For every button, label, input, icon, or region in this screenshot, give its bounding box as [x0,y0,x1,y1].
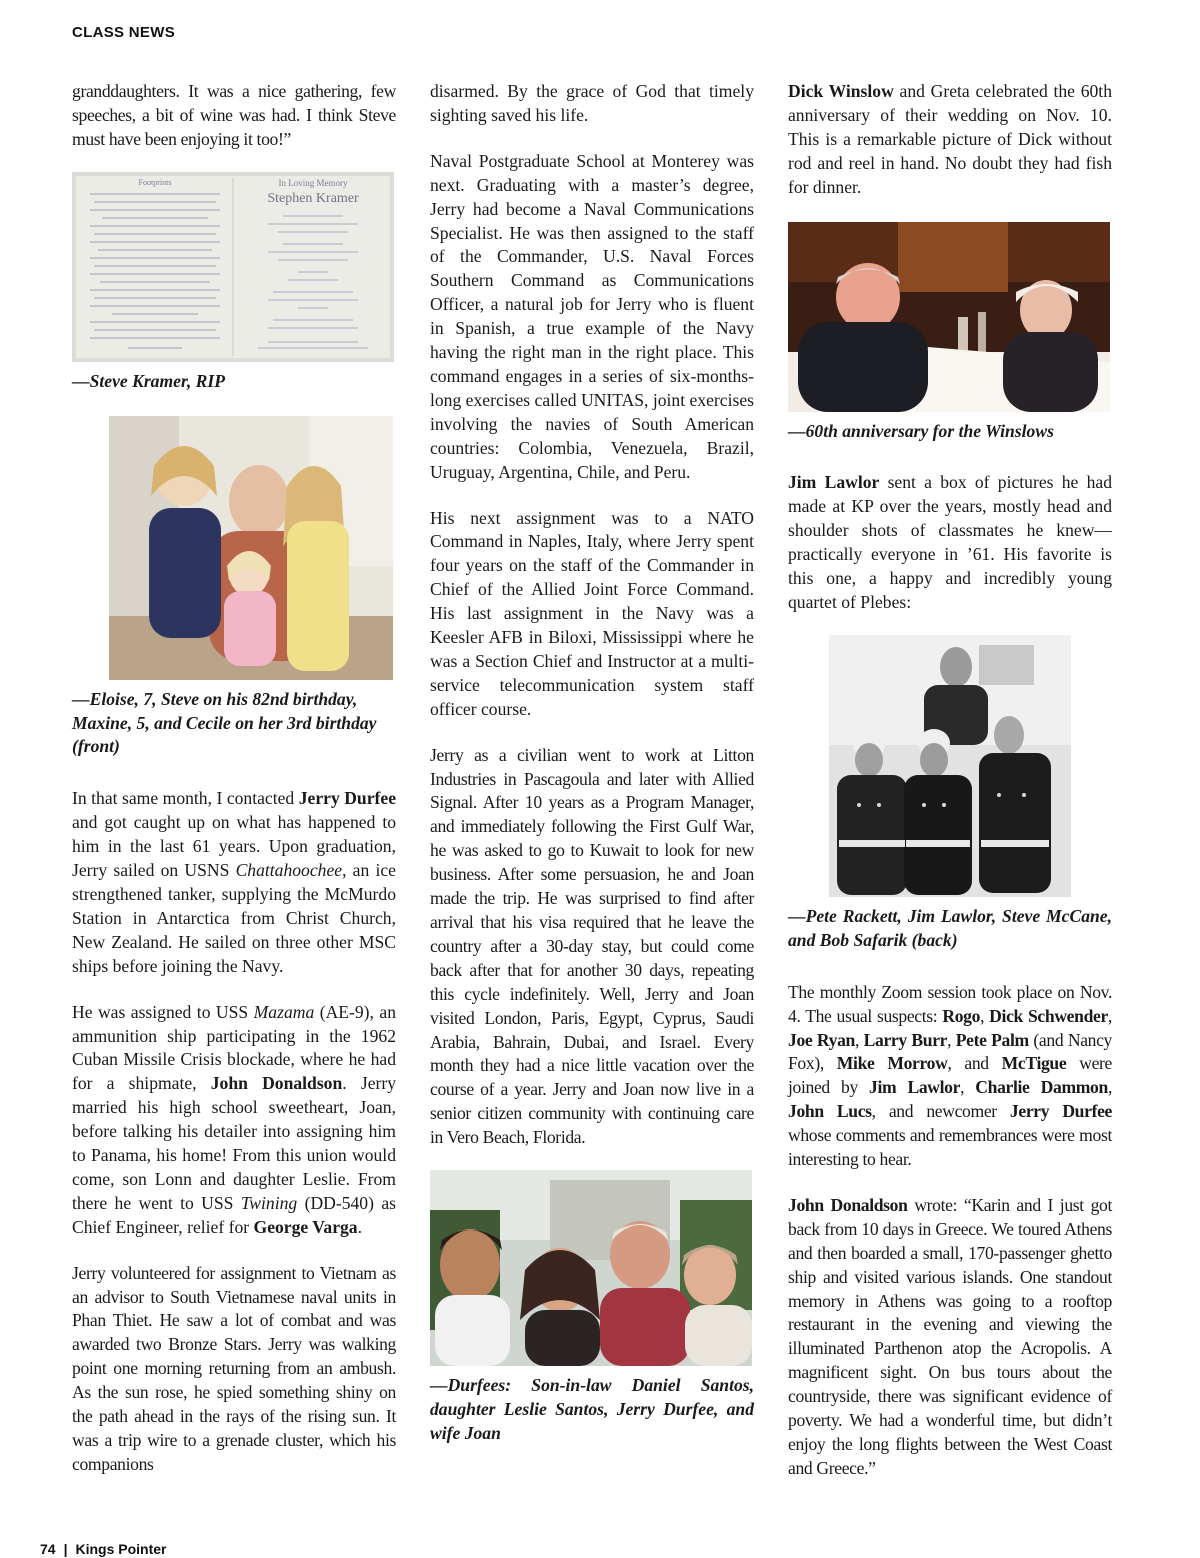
plebes-photo [829,635,1071,897]
name-bold: John Donaldson [210,1073,343,1094]
memorial-card-image [72,172,394,362]
name-bold: Jerry Durfee [298,788,396,809]
card-name: Stephen Kramer [267,190,359,206]
plebes-photo-image [829,635,1071,897]
paragraph: John Donaldson wrote: “Karin and I just got back from 10 days in Greece. We toured Athens and then boarded a small, 170-passenger ghetto ship and visited various islands. One standout memory in Athens was going to a rooftop restaurant in the evening and viewing the illuminated Parthenon atop the Acropolis. A magnificent sight. On bus tours about the countryside, there was significant evidence of poverty. We had a wonderful time, but didn’t enjoy the long flights between the West Coast and Greece.” [788,1194,1112,1478]
ship-name: Twining [240,1192,298,1213]
photo-caption: —60th anniversary for the Winslows [788,420,1054,441]
name-bold: Jim Lawlor [869,1077,961,1098]
ship-name: Mazama [253,1001,315,1022]
paragraph: Jerry as a civilian went to work at Litton Industries in Pascagoula and later with Allied Signal. After 10 years as a Program Manager, and immediately following the First Gulf War, he was asked to go to Kuwait to look for new business. After some persuasion, he and Joan made the trip. He was surprised to find after arrival that his visa required that he leave the country after a 30-day stay, but could come back after that for another 30 days, repeating this cycle indefinitely. Well, Jerry and Joan visited London, Paris, Egypt, Cyprus, Saudi Arabia, Bahrain, Dubai, and Israel. Every month they had a nice little vacation over the course of a year. Jerry and Joan now live in a senior citizen community with continuing care in Vero Beach, Florida. [430,744,754,1148]
name-bold: Jerry Durfee [1009,1101,1112,1122]
name-bold: George Varga [253,1216,358,1237]
ship-name: Chattahoochee [235,860,343,881]
paragraph: In that same month, I contacted Jerry Durfee and got caught up on what has happened to him in the last 61 years. Upon graduation, Jerry sailed on USNS Chattahoochee, an ice strengthened tanker, supplying the McMurdo Station in Antarctica from Christ Church, New Zealand. He sailed on three other MSC ships before joining the Navy. [72,788,396,976]
name-bold: Dick Schwender [989,1005,1108,1026]
name-bold: Charlie Dammon [975,1077,1108,1098]
paragraph: granddaughters. It was a nice gathering, few speeches, a bit of wine was had. I think Steve must have been enjoying it too!” [72,81,396,149]
footer-separator: | [63,1541,68,1557]
photo-caption: —Durfees: Son-in-law Daniel Santos, daughter Leslie Santos, Jerry Durfee, and wife Joan [430,1375,754,1443]
photo-caption: —Pete Rackett, Jim Lawlor, Steve McCane, and Bob Safarik (back) [788,905,1112,950]
durfee-family-photo [430,1170,752,1366]
winslow-anniversary-photo [788,222,1110,412]
name-bold: McTigue [1001,1053,1067,1074]
name-bold: John Donaldson [788,1194,908,1215]
name-bold: Larry Burr [863,1029,948,1050]
memorial-card-photo [72,172,394,362]
paragraph: disarmed. By the grace of God that timely sighting saved his life. [430,81,754,125]
section-label: CLASS NEWS [72,24,176,41]
photo-caption: —Eloise, 7, Steve on his 82nd birthday, Maxine, 5, and Cecile on her 3rd birthday (front) [72,688,377,757]
paragraph: Jerry volunteered for assignment to Vietnam as an advisor to South Vietnamese naval units in Phan Thiet. He saw a lot of combat and was awarded two Bronze Stars. Jerry was walking point one morning returning from an ambush. As the sun rose, he spied something shiny on the path ahead in the rays of the rising sun. It was a trip wire to a grenade cluster, which his companions [72,1262,396,1474]
card-left-title: Footprints [138,177,172,187]
paragraph: Jim Lawlor sent a box of pictures he had made at KP over the years, mostly head and shoulder shots of classmates he knew—practically everyone in ’61. His favorite is this one, a happy and incredibly young quartet of Plebes: [788,472,1112,612]
name-bold: Dick Winslow [788,81,894,101]
column-2 [430,80,754,1474]
birthday-photo [109,416,393,680]
paragraph: Naval Postgraduate School at Monterey was next. Graduating with a master’s degree, Jerry had become a Naval Communications Specialist. He was then assigned to the staff of the Commander, U.S. Naval Forces Southern Command as Communications Officer, a natural job for Jerry who is fluent in Spanish, a true example of the Navy having the right man in the right place. This command engages in a series of six-months-long exercises called UNITAS, joint exercises involving the navies of South American countries: Colombia, Venezuela, Brazil, Uruguay, Argentina, Chile, and Peru. [430,150,754,482]
page-number: 74 [40,1541,56,1557]
column-3 [788,80,1112,1503]
page-footer [40,1541,167,1557]
card-right-title: In Loving Memory [278,177,348,188]
winslow-photo-image [788,222,1110,412]
name-bold: John Lucs [788,1101,872,1122]
column-1 [72,80,396,1499]
name-bold: Mike Morrow [836,1053,948,1074]
photo-caption: —Steve Kramer, RIP [72,370,225,391]
name-bold: Rogo [942,1005,981,1026]
paragraph: He was assigned to USS Mazama (AE-9), an ammunition ship participating in the 1962 Cuban Missile Crisis blockade, where he had for a shipmate, John Donaldson. Jerry married his high school sweetheart, Joan, before talking his detailer into assigning him to Panama, his home! From this union would come, son Lonn and daughter Leslie. From there he went to USS Twining (DD-540) as Chief Engineer, relief for George Varga. [72,1001,397,1237]
publication-name: Kings Pointer [75,1541,167,1557]
name-bold: Pete Palm [955,1029,1029,1050]
paragraph: The monthly Zoom session took place on Nov. 4. The usual suspects: Rogo, Dick Schwender, Joe Ryan, Larry Burr, Pete Palm (and Nancy Fox), Mike Morrow, and McTigue were joined by Jim Lawlor, Charlie Dammon, John Lucs, and newcomer Jerry Durfee whose comments and remembrances were most interesting to hear. [788,981,1113,1170]
name-bold: Jim Lawlor [788,472,880,493]
birthday-photo-image [109,416,393,680]
paragraph: His next assignment was to a NATO Command in Naples, Italy, where Jerry spent four years on the staff of the Commander in Chief of the Allied Joint Force Command. His last assignment in the Navy was a Keesler AFB in Biloxi, Mississippi where he was a Section Chief and Instructor at a multi-service telecommunication system staff officer course. [430,507,754,719]
name-bold: Joe Ryan [788,1029,855,1050]
paragraph: Dick Winslow and Greta celebrated the 60th anniversary of their wedding on Nov. 10. This is a remarkable picture of Dick without rod and reel in hand. No doubt they had fish for dinner. [788,81,1112,197]
durfee-photo-image [430,1170,752,1366]
